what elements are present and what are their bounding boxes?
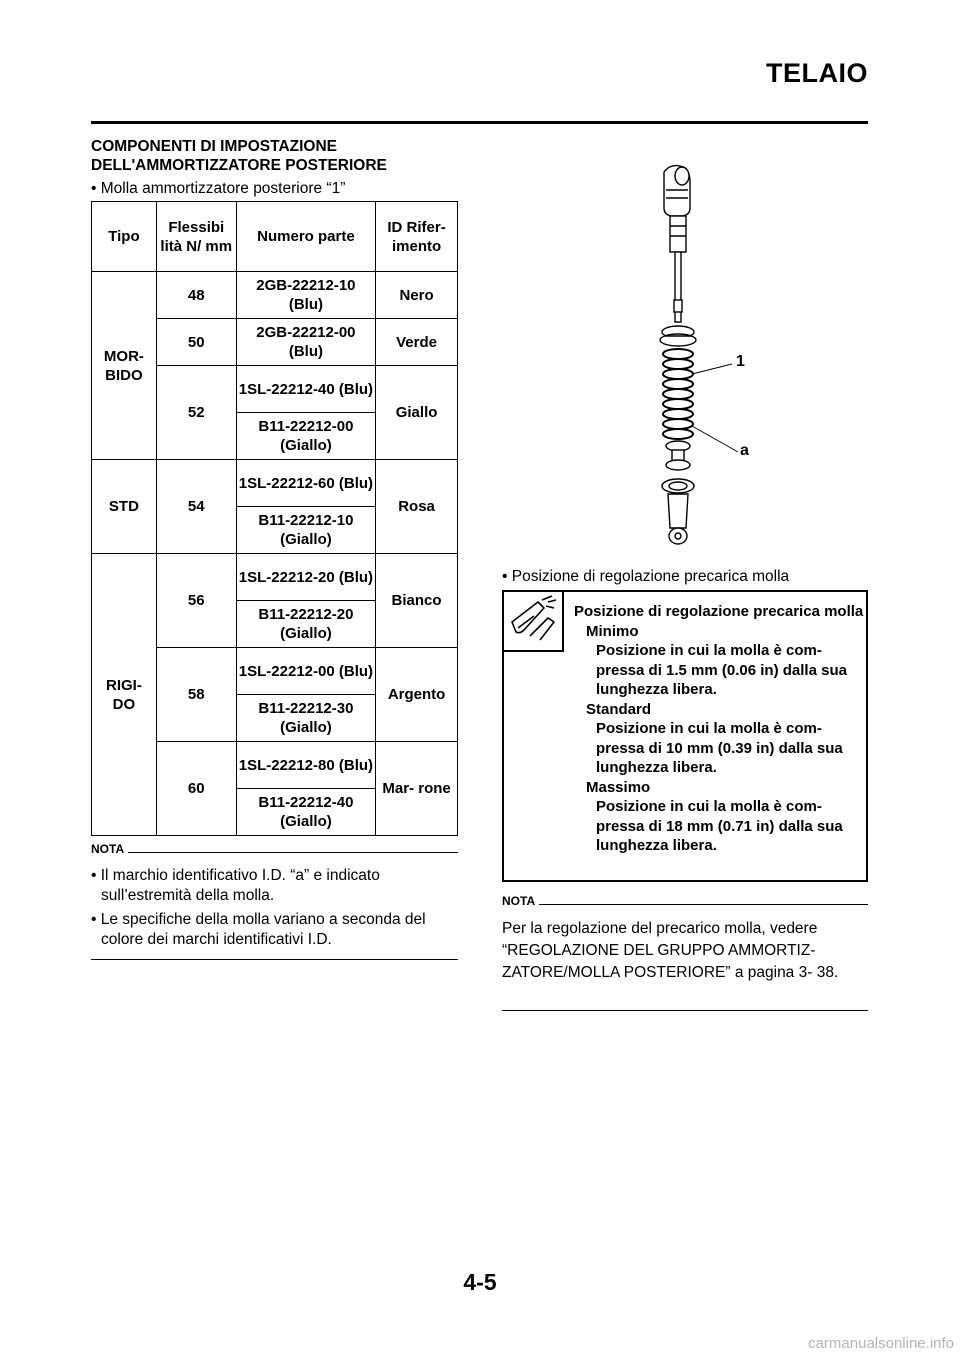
rate-cell: 58 [156, 648, 236, 742]
spec-std-text: Posizione in cui la molla è com- pressa di 10 mm (0.39 in) dalla sua lunghezza libera. [596, 720, 843, 776]
section-title [91, 137, 387, 175]
part-cell: B11-22212-20 (Giallo) [236, 601, 375, 648]
nota-right-rule [539, 904, 868, 905]
spec-icon-frame [504, 592, 564, 652]
section-title-line2: DELL'AMMORTIZZATORE POSTERIORE [91, 157, 387, 174]
spring-table [91, 201, 458, 836]
id-color-cell: Rosa [376, 460, 458, 554]
rate-cell: 52 [156, 366, 236, 460]
part-cell: B11-22212-40 (Giallo) [236, 789, 375, 836]
wrench-tool-icon [504, 592, 560, 648]
page-title: TELAIO [766, 58, 868, 88]
group-std: STD [92, 460, 157, 554]
nota-left-end-rule [91, 959, 458, 960]
id-color-cell: Verde [376, 319, 458, 366]
nota-right-text: Per la regolazione del precarico molla, vedere “REGOLAZIONE DEL GRUPPO AMMORTIZ- ZATORE/MOLLA POSTERIORE” a pagina 3- 38. [502, 920, 839, 981]
nota-left-item-1: • Il marchio identificativo I.D. “a” e indicato sull’estremità della molla. [91, 867, 380, 904]
table-header-row [92, 202, 458, 272]
part-cell: B11-22212-00 (Giallo) [236, 413, 375, 460]
spec-max-label: Massimo [586, 778, 651, 796]
rear-shock-figure [620, 160, 780, 550]
spec-min-label: Minimo [586, 622, 639, 640]
part-cell: B11-22212-30 (Giallo) [236, 695, 375, 742]
part-cell: 1SL-22212-40 (Blu) [236, 366, 375, 413]
header-rule [91, 121, 868, 124]
rate-cell: 56 [156, 554, 236, 648]
spring-bullet: • Molla ammortizzatore posteriore “1” [91, 180, 346, 197]
header-part: Numero parte [236, 202, 375, 272]
preload-bullet: • Posizione di regolazione precarica molla [502, 568, 790, 585]
rate-cell: 60 [156, 742, 236, 836]
group-rigido: RIGI- DO [92, 554, 157, 836]
page-number: 4-5 [463, 1269, 497, 1295]
section-title-line1: COMPONENTI DI IMPOSTAZIONE [91, 138, 337, 155]
spec-max-text: Posizione in cui la molla è com- pressa di 18 mm (0.71 in) dalla sua lunghezza libera. [596, 798, 843, 854]
rate-cell: 50 [156, 319, 236, 366]
watermark: carmanualsonline.info [808, 1335, 954, 1352]
spec-std-label: Standard [586, 700, 652, 718]
id-color-cell: Argento [376, 648, 458, 742]
id-color-cell: Mar- rone [376, 742, 458, 836]
part-cell: 2GB-22212-00 (Blu) [236, 319, 375, 366]
nota-left-label: NOTA [91, 842, 125, 856]
table-row [92, 460, 458, 507]
header-tipo: Tipo [92, 202, 157, 272]
rate-cell: 48 [156, 272, 236, 319]
group-morbido: MOR- BIDO [92, 272, 157, 460]
part-cell: B11-22212-10 (Giallo) [236, 507, 375, 554]
table-row [92, 272, 458, 319]
callout-a-label: a [740, 442, 749, 459]
nota-left-heading [91, 842, 458, 856]
spec-title: Posizione di regolazione precarica molla [574, 603, 864, 620]
preload-spec-box [502, 590, 868, 882]
part-cell: 1SL-22212-20 (Blu) [236, 554, 375, 601]
nota-right-label: NOTA [502, 894, 536, 908]
header-flex: Flessibi lità N/ mm [156, 202, 236, 272]
nota-left-item-2: • Le specifiche della molla variano a seconda del colore dei marchi identificativi I.D. [91, 911, 426, 948]
id-color-cell: Giallo [376, 366, 458, 460]
part-cell: 2GB-22212-10 (Blu) [236, 272, 375, 319]
rate-cell: 54 [156, 460, 236, 554]
part-cell: 1SL-22212-80 (Blu) [236, 742, 375, 789]
nota-right-heading [502, 894, 868, 908]
table-row [92, 554, 458, 601]
spec-min-text: Posizione in cui la molla è com- pressa di 1.5 mm (0.06 in) dalla sua lunghezza libera. [596, 642, 847, 698]
callout-1-label: 1 [736, 353, 745, 370]
header-id: ID Rifer- imento [376, 202, 458, 272]
id-color-cell: Nero [376, 272, 458, 319]
id-color-cell: Bianco [376, 554, 458, 648]
part-cell: 1SL-22212-60 (Blu) [236, 460, 375, 507]
nota-right-end-rule [502, 1010, 868, 1011]
nota-left-rule [128, 852, 458, 853]
part-cell: 1SL-22212-00 (Blu) [236, 648, 375, 695]
preload-spec-content [574, 602, 866, 856]
